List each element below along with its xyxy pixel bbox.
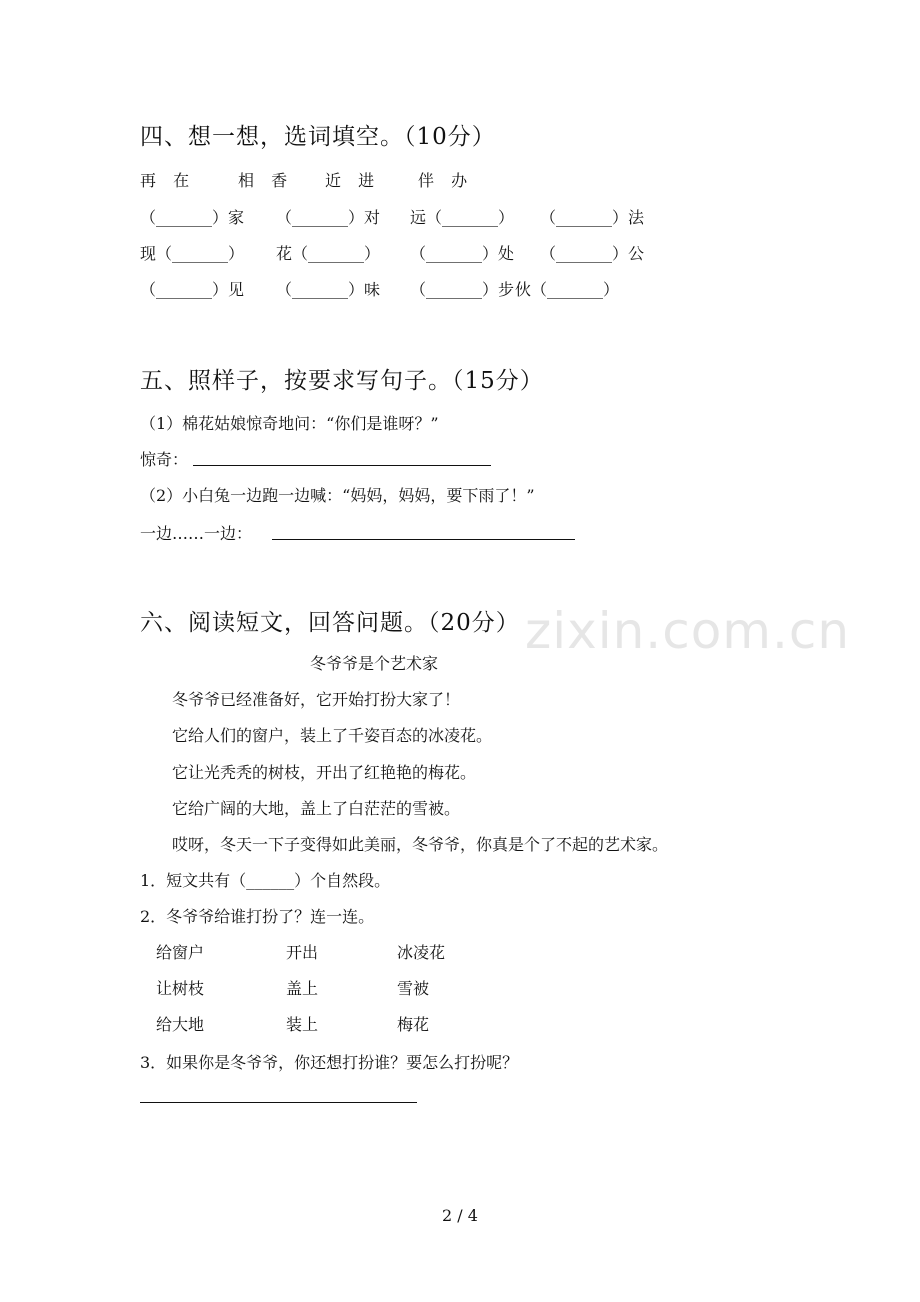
section-5-answer-1-label: 惊奇： [140,450,189,469]
option-group-3: 近 进 [325,171,381,190]
passage-paragraph-4: 它给广阔的大地，盖上了白茫茫的雪被。 [172,799,461,818]
section-5-answer-2-label: 一边……一边： [140,524,253,543]
match-middle-3[interactable]: 装上 [286,1015,319,1034]
option-group-2: 相 香 [238,171,294,190]
match-left-3[interactable]: 给大地 [156,1015,205,1034]
reading-question-1: 1．短文共有（______）个自然段。 [140,871,391,890]
fill-item-r1c1: （_______）家 [140,208,245,227]
passage-paragraph-5: 哎呀，冬天一下子变得如此美丽，冬爷爷，你真是个了不起的艺术家。 [172,835,669,854]
fill-item-r3c4: 伙（_______） [515,280,620,299]
match-left-1[interactable]: 给窗户 [156,943,205,962]
fill-item-r2c4: （_______）公 [540,244,645,263]
fill-item-r2c3: （_______）处 [410,244,515,263]
watermark: zixin.com.cn [525,602,851,660]
passage-paragraph-2: 它给人们的窗户，装上了千姿百态的冰凌花。 [172,726,493,745]
passage-title: 冬爷爷是个艺术家 [310,654,439,673]
section-5-question-1: （1）棉花姑娘惊奇地问：“你们是谁呀？” [140,414,439,433]
page-number: 2 / 4 [442,1206,478,1225]
match-right-3[interactable]: 梅花 [397,1015,430,1034]
option-group-1: 再 在 [140,171,196,190]
match-right-2[interactable]: 雪被 [397,979,430,998]
match-middle-2[interactable]: 盖上 [286,979,319,998]
match-right-1[interactable]: 冰凌花 [397,943,446,962]
answer-line-3[interactable] [140,1102,417,1103]
fill-item-r1c4: （_______）法 [540,208,645,227]
section-6-title: 六、阅读短文，回答问题。（20分） [140,610,520,636]
fill-item-r1c2: （_______）对 [276,208,381,227]
passage-paragraph-3: 它让光秃秃的树枝，开出了红艳艳的梅花。 [172,763,477,782]
option-group-4: 伴 办 [418,171,474,190]
fill-item-r2c2: 花（_______） [276,244,381,263]
answer-line-1[interactable] [193,465,491,466]
match-middle-1[interactable]: 开出 [286,943,319,962]
fill-item-r1c3: 远（_______） [410,208,515,227]
section-5-title: 五、照样子，按要求写句子。（15分） [140,368,544,394]
reading-question-3: 3．如果你是冬爷爷，你还想打扮谁？要怎么打扮呢？ [140,1053,519,1072]
match-left-2[interactable]: 让树枝 [156,979,205,998]
section-4-title: 四、想一想，选词填空。（10分） [140,124,496,150]
answer-line-2[interactable] [272,539,575,540]
fill-item-r3c3: （_______）步 [410,280,515,299]
reading-question-2: 2．冬爷爷给谁打扮了？连一连。 [140,907,375,926]
fill-item-r2c1: 现（_______） [140,244,245,263]
passage-paragraph-1: 冬爷爷已经准备好，它开始打扮大家了！ [172,690,461,709]
section-5-question-2: （2）小白兔一边跑一边喊：“妈妈，妈妈，要下雨了！” [140,486,535,505]
fill-item-r3c2: （_______）味 [276,280,381,299]
fill-item-r3c1: （_______）见 [140,280,245,299]
